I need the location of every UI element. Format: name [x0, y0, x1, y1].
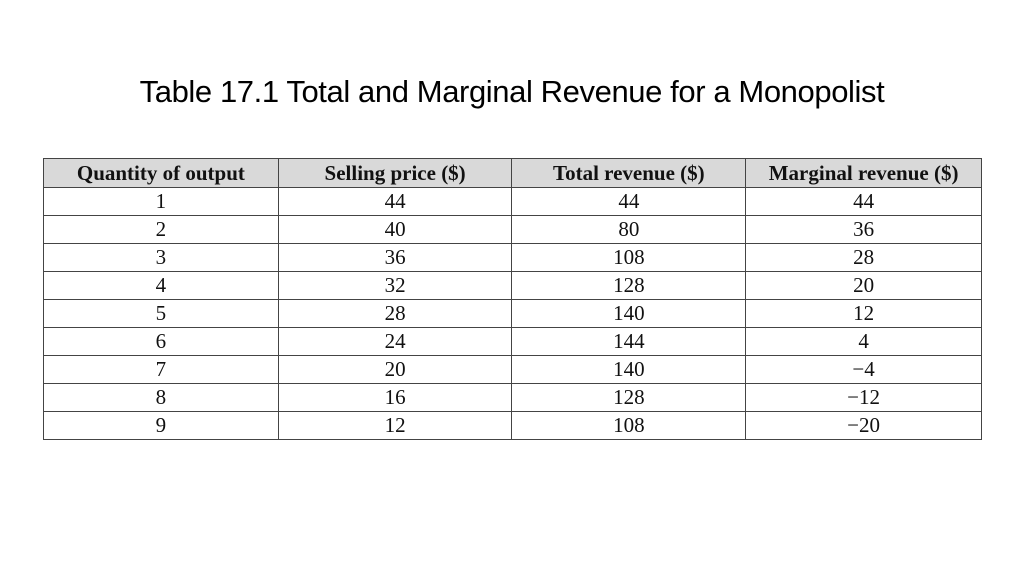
cell-quantity: 8 [44, 384, 279, 412]
cell-marginal-revenue: 36 [746, 216, 982, 244]
cell-marginal-revenue: −20 [746, 412, 982, 440]
header-total-revenue: Total revenue ($) [512, 159, 746, 188]
cell-marginal-revenue: 20 [746, 272, 982, 300]
table-row [44, 188, 982, 216]
cell-marginal-revenue: 4 [746, 328, 982, 356]
cell-selling-price: 32 [278, 272, 512, 300]
cell-marginal-revenue: −4 [746, 356, 982, 384]
cell-quantity: 1 [44, 188, 279, 216]
cell-total-revenue: 80 [512, 216, 746, 244]
table-row [44, 412, 982, 440]
header-selling-price: Selling price ($) [278, 159, 512, 188]
cell-selling-price: 28 [278, 300, 512, 328]
table-row [44, 244, 982, 272]
cell-total-revenue: 140 [512, 300, 746, 328]
header-marginal-revenue: Marginal revenue ($) [746, 159, 982, 188]
cell-selling-price: 16 [278, 384, 512, 412]
cell-quantity: 4 [44, 272, 279, 300]
cell-marginal-revenue: 44 [746, 188, 982, 216]
cell-selling-price: 12 [278, 412, 512, 440]
cell-quantity: 7 [44, 356, 279, 384]
cell-marginal-revenue: −12 [746, 384, 982, 412]
cell-marginal-revenue: 12 [746, 300, 982, 328]
slide-title: Table 17.1 Total and Marginal Revenue for a Monopolist [139, 74, 885, 109]
table-row [44, 328, 982, 356]
cell-marginal-revenue: 28 [746, 244, 982, 272]
cell-quantity: 3 [44, 244, 279, 272]
table-row [44, 384, 982, 412]
table-row [44, 272, 982, 300]
cell-selling-price: 44 [278, 188, 512, 216]
header-quantity: Quantity of output [44, 159, 279, 188]
cell-total-revenue: 140 [512, 356, 746, 384]
cell-selling-price: 40 [278, 216, 512, 244]
cell-selling-price: 24 [278, 328, 512, 356]
table-row [44, 216, 982, 244]
cell-quantity: 2 [44, 216, 279, 244]
cell-total-revenue: 128 [512, 272, 746, 300]
cell-selling-price: 20 [278, 356, 512, 384]
cell-total-revenue: 108 [512, 412, 746, 440]
cell-quantity: 9 [44, 412, 279, 440]
cell-quantity: 6 [44, 328, 279, 356]
cell-selling-price: 36 [278, 244, 512, 272]
cell-total-revenue: 108 [512, 244, 746, 272]
cell-total-revenue: 44 [512, 188, 746, 216]
table-row [44, 356, 982, 384]
revenue-table [43, 158, 982, 440]
cell-total-revenue: 128 [512, 384, 746, 412]
table-row [44, 300, 982, 328]
cell-total-revenue: 144 [512, 328, 746, 356]
cell-quantity: 5 [44, 300, 279, 328]
table-header-row [44, 159, 982, 188]
